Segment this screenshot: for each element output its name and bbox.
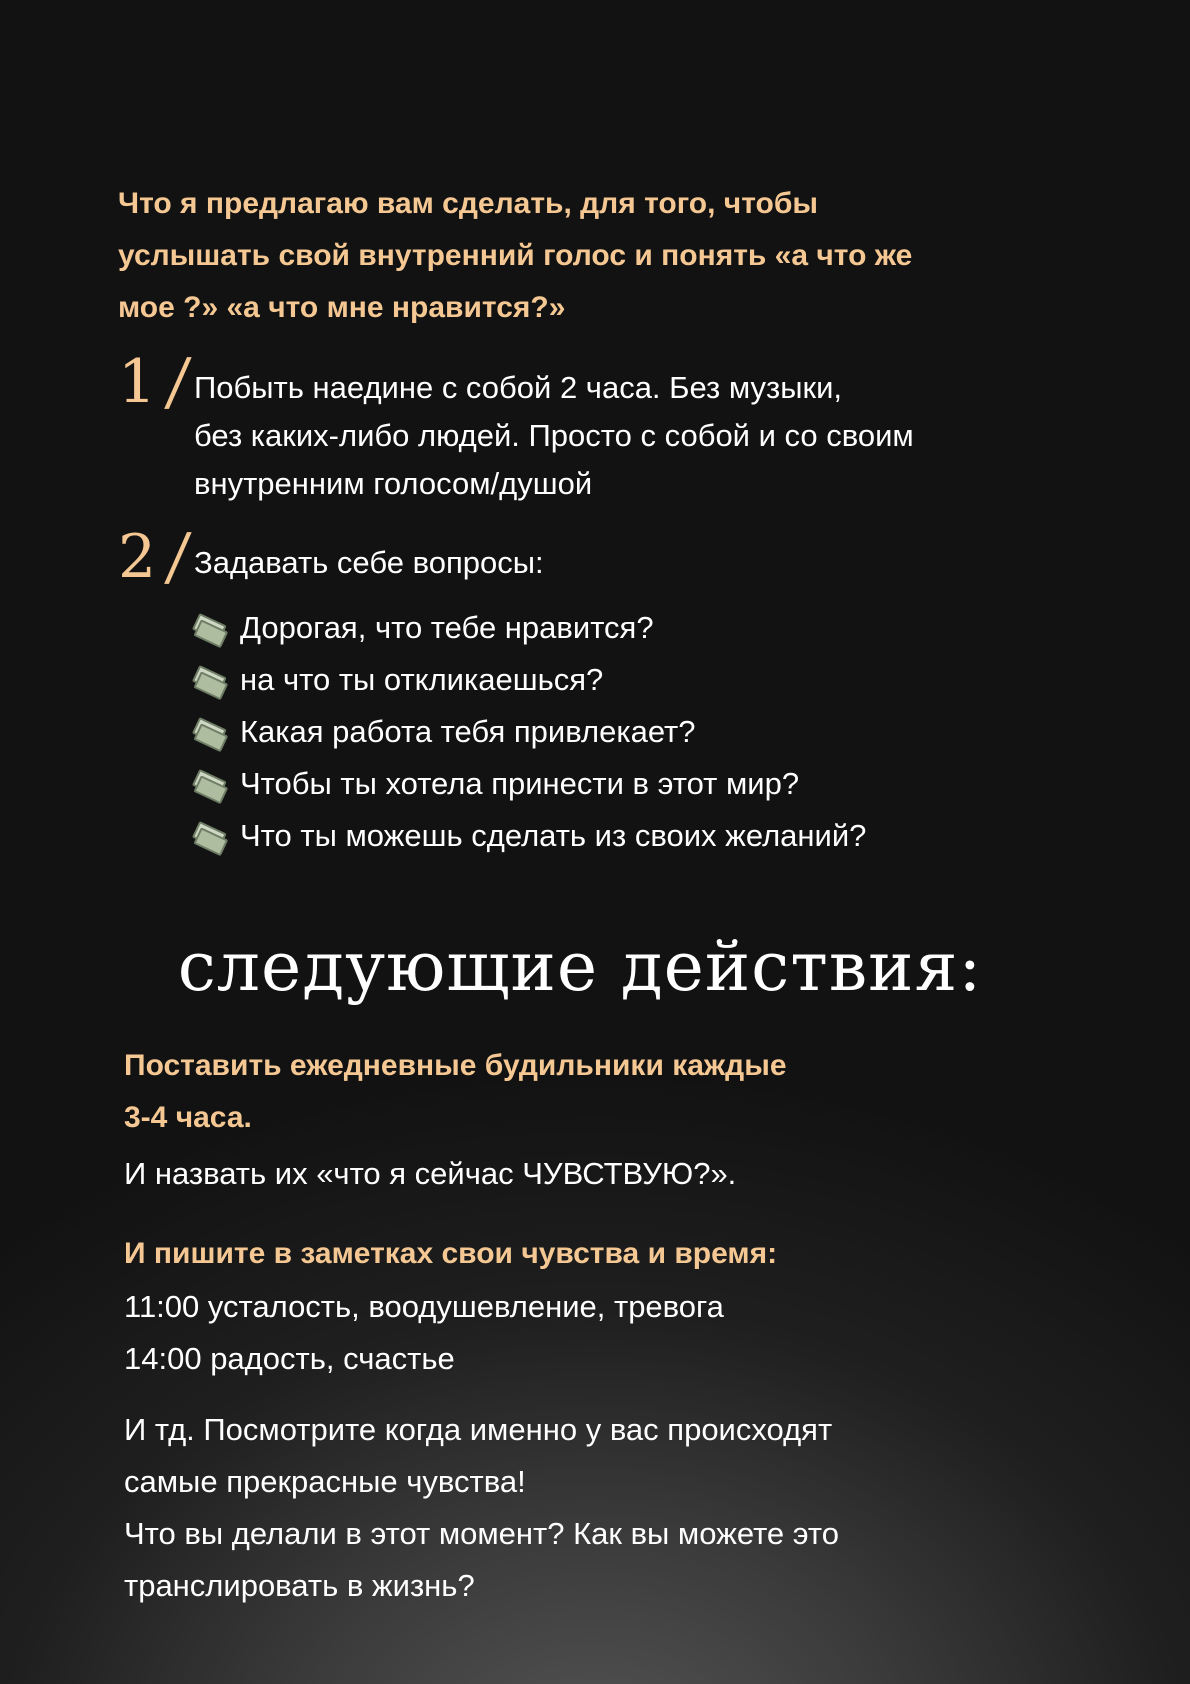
- list-item: [192, 706, 1052, 758]
- intro-line: Что я предлагаю вам сделать, для того, чтобы: [118, 187, 818, 220]
- notes-example-line: 14:00 радость, счастье: [124, 1341, 455, 1376]
- list-item: [192, 810, 1052, 862]
- money-icon: [191, 613, 225, 643]
- list-item: [192, 758, 1052, 810]
- step-text: [194, 539, 1074, 587]
- list-item: [192, 602, 1052, 654]
- final-line: транслировать в жизнь?: [124, 1568, 475, 1603]
- final-line: Что вы делали в этот момент? Как вы можете это: [124, 1516, 840, 1551]
- notes-example-line: 11:00 усталость, воодушевление, тревога: [124, 1289, 724, 1324]
- step-number-digit: 1: [118, 347, 159, 417]
- step-number: [118, 345, 196, 419]
- alarm-text: И назвать их «что я сейчас ЧУВСТВУЮ?».: [124, 1156, 737, 1191]
- step-text-line: Побыть наедине с собой 2 часа. Без музыки,: [194, 370, 843, 405]
- intro-line: услышать свой внутренний голос и понять «а что же: [118, 239, 913, 272]
- step-number-digit: 2: [118, 522, 159, 592]
- final-line: И тд. Посмотрите когда именно у вас происходят: [124, 1412, 833, 1447]
- alarm-heading-line: Поставить ежедневные будильники каждые: [124, 1049, 787, 1082]
- intro-line: мое ?» «а что мне нравится?»: [118, 291, 566, 324]
- alarm-heading: [124, 1040, 1064, 1144]
- next-actions-title: следующие действия:: [177, 928, 983, 1007]
- step-number-slash: /: [163, 345, 196, 419]
- step-text: [194, 364, 1074, 508]
- notes-heading: И пишите в заметках свои чувства и время:: [124, 1237, 778, 1270]
- step-text-line: внутренним голосом/душой: [194, 466, 593, 501]
- question-text: на что ты откликаешься?: [240, 662, 604, 697]
- money-icon: [191, 665, 225, 695]
- questions-list: [192, 602, 1052, 862]
- step-number: [118, 520, 196, 594]
- question-text: Дорогая, что тебе нравится?: [240, 610, 654, 645]
- final-line: самые прекрасные чувства!: [124, 1464, 526, 1499]
- money-icon: [191, 717, 225, 747]
- intro-heading: [118, 178, 1078, 334]
- question-text: Какая работа тебя привлекает?: [240, 714, 696, 749]
- step-text-line: Задавать себе вопросы:: [194, 545, 544, 580]
- money-icon: [191, 769, 225, 799]
- final-paragraph: [124, 1404, 1064, 1612]
- money-icon: [191, 821, 225, 851]
- step-text-line: без каких-либо людей. Просто с собой и со своим: [194, 418, 914, 453]
- step-number-slash: /: [163, 520, 196, 594]
- alarm-heading-line: 3-4 часа.: [124, 1101, 252, 1134]
- question-text: Что ты можешь сделать из своих желаний?: [240, 818, 867, 853]
- question-text: Чтобы ты хотела принести в этот мир?: [240, 766, 800, 801]
- notes-examples: [124, 1281, 1064, 1385]
- list-item: [192, 654, 1052, 706]
